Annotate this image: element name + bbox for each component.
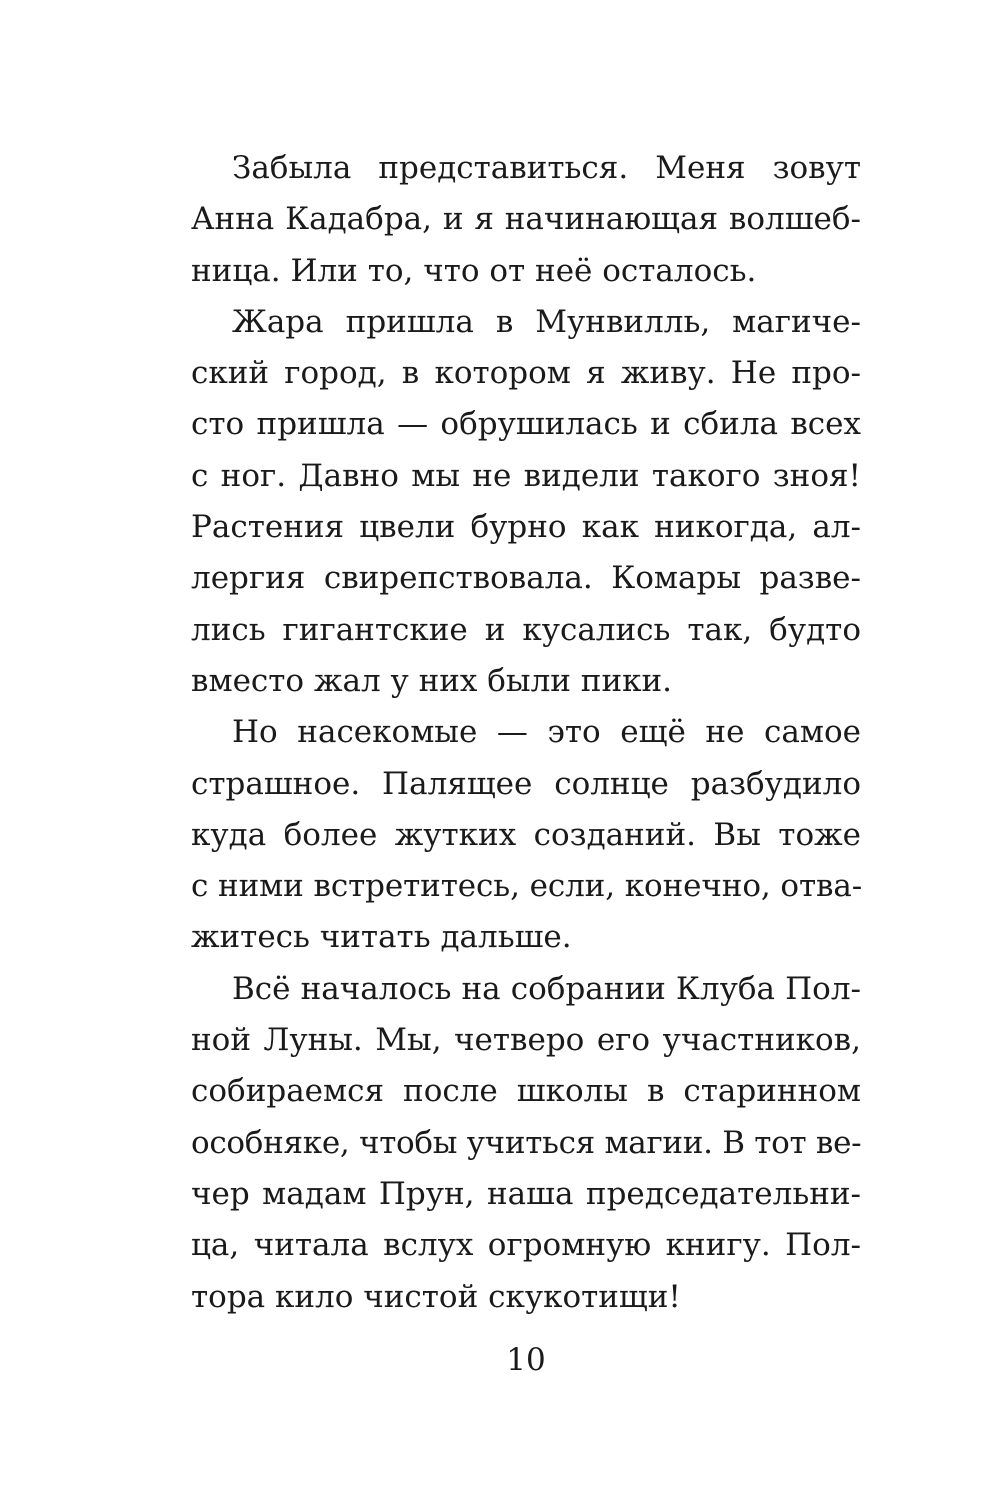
text-line: Но насекомые — это ещё не самое <box>232 714 861 751</box>
text-line: страшное. Палящее солнце разбудило <box>191 765 861 802</box>
text-line: Забыла представиться. Меня зовут <box>232 150 861 186</box>
text-line: куда более жутких созданий. Вы тоже <box>191 816 861 853</box>
text-line: тора кило чистой скукотищи! <box>191 1278 681 1315</box>
text-line: Всё началось на собрании Клуба Пол- <box>232 970 861 1007</box>
text-line: Анна Кадабра, и я начинающая волшеб- <box>191 201 861 238</box>
text-line: ной Луны. Мы, четверо его участников, <box>191 1022 861 1059</box>
text-line: с ними встретитесь, если, конечно, отва- <box>191 868 863 905</box>
text-line: собираемся после школы в старинном <box>191 1073 861 1110</box>
text-line: сто пришла — обрушилась и сбила всех <box>191 406 861 443</box>
text-line: с ног. Давно мы не видели такого зноя! <box>191 457 861 494</box>
text-line: ский город, в котором я живу. Не про- <box>191 355 861 392</box>
page-number: 10 <box>506 1342 546 1378</box>
paragraph-1 <box>191 143 861 297</box>
text-line: лергия свирепствовала. Комары разве- <box>191 560 861 597</box>
text-line: вместо жал у них были пики. <box>191 662 672 699</box>
text-line: лись гигантские и кусались так, будто <box>191 611 861 648</box>
paragraph-2 <box>191 297 861 707</box>
paragraph-3 <box>191 707 861 963</box>
text-line: особняке, чтобы учиться магии. В тот ве- <box>191 1124 862 1161</box>
text-line: Жара пришла в Мунвилль, магиче- <box>232 303 861 340</box>
text-line: Растения цвели бурно как никогда, ал- <box>191 509 861 546</box>
paragraph-4 <box>191 964 861 1323</box>
body-text <box>191 143 861 1323</box>
text-line: житесь читать дальше. <box>191 919 572 956</box>
text-line: ница. Или то, что от неё осталось. <box>191 252 757 289</box>
text-line: чер мадам Прун, наша председательни- <box>191 1175 861 1212</box>
text-line: ца, читала вслух огромную книгу. Пол- <box>191 1227 861 1264</box>
